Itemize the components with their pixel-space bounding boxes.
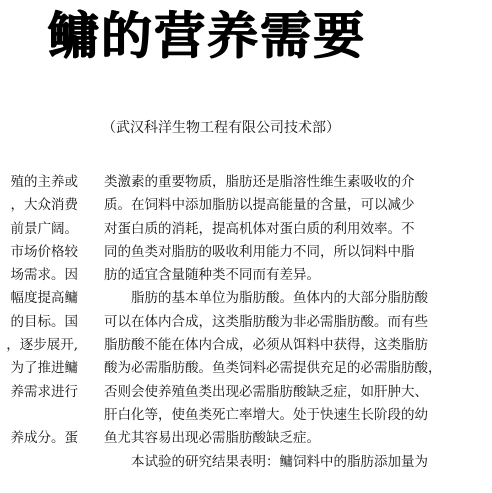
left-line: 为了推进鳙	[10, 360, 78, 377]
left-line: 养成分。蛋	[10, 430, 78, 447]
author-byline: （武汉科洋生物工程有限公司技术部）	[102, 120, 340, 136]
left-line: 殖的主养或	[10, 174, 78, 190]
right-line: 鱼尤其容易出现必需脂肪酸缺乏症。	[104, 430, 320, 447]
right-line: 肝白化等，使鱼类死亡率增大。处于快速生长阶段的幼	[104, 406, 428, 423]
right-line: 否则会使养殖鱼类出现必需脂肪酸缺乏症，如肝肿大、	[104, 383, 428, 400]
left-line: ，逐步展开,	[6, 337, 78, 354]
left-line: 前景广阔。	[10, 220, 78, 237]
right-line: 对蛋白质的消耗，提高机体对蛋白质的利用效率。不	[104, 220, 415, 237]
right-line: 脂肪的基本单位为脂肪酸。鱼体内的大部分脂肪酸	[104, 290, 428, 307]
right-line: 类激素的重要物质，脂肪还是脂溶性维生素吸收的介	[104, 174, 415, 190]
right-line: 酸为必需脂肪酸。鱼类饲料必需提供充足的必需脂肪酸，	[104, 360, 442, 377]
right-line: 脂肪酸不能在体内合成，必须从饵料中获得，这类脂肪	[104, 337, 428, 354]
left-line: 幅度提高鳙	[10, 290, 78, 307]
section-gap	[0, 404, 78, 427]
left-line: 市场价格较	[10, 243, 78, 260]
right-line: 同的鱼类对脂肪的吸收利用能力不同，所以饲料中脂	[104, 243, 415, 260]
right-line: 肪的适宜含量随种类不同而有差异。	[104, 267, 320, 284]
left-column-text	[0, 171, 78, 451]
left-line: 养需求进行	[10, 383, 78, 400]
right-column-text	[104, 171, 490, 474]
left-line: 的目标。国	[10, 313, 78, 330]
left-line: ，大众消费	[10, 197, 78, 214]
right-line: 质。在饲料中添加脂肪以提高能量的含量，可以减少	[104, 197, 415, 214]
right-line: 本试验的研究结果表明：鳙饲料中的脂肪添加量为	[104, 453, 428, 470]
right-line: 可以在体内合成，这类脂肪酸为非必需脂肪酸。而有些	[104, 313, 428, 330]
left-line: 场需求。因	[10, 267, 78, 284]
article-title: 鳙的营养需要	[48, 7, 367, 65]
